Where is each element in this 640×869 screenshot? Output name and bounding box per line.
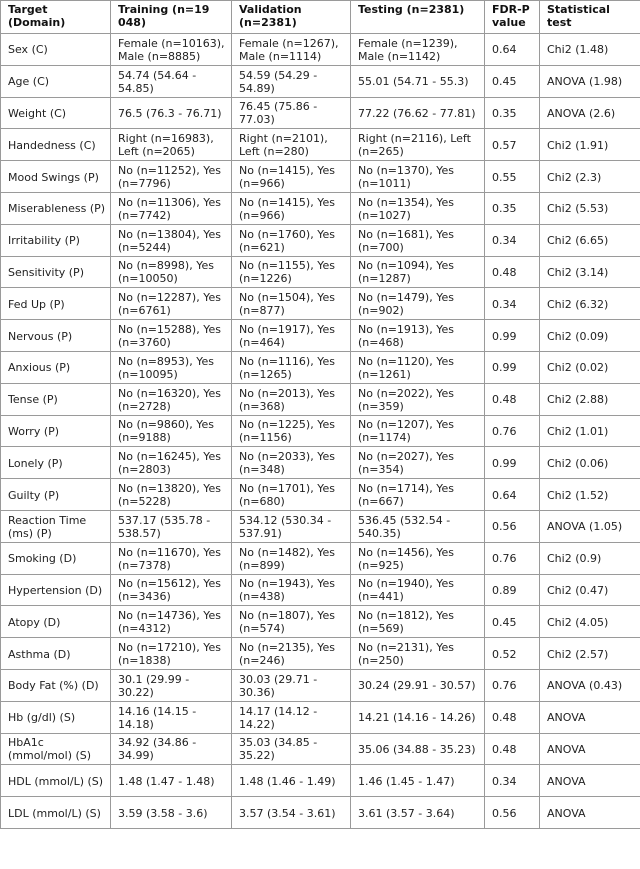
table-row	[1, 351, 640, 383]
cell-statistical-test: Chi2 (2.3)	[540, 161, 640, 193]
cell-target: LDL (mmol/L) (S)	[1, 797, 111, 829]
cell-fdr-p-value: 0.76	[485, 542, 540, 574]
cell-fdr-p-value: 0.34	[485, 288, 540, 320]
cell-fdr-p-value: 0.35	[485, 97, 540, 129]
cell-fdr-p-value: 0.76	[485, 415, 540, 447]
cell-target: HDL (mmol/L) (S)	[1, 765, 111, 797]
cell-statistical-test: Chi2 (2.88)	[540, 383, 640, 415]
table-row	[1, 288, 640, 320]
table-row	[1, 34, 640, 66]
header-target: Target (Domain)	[1, 1, 111, 34]
cell-training: 14.16 (14.15 - 14.18)	[111, 701, 232, 733]
table-row	[1, 701, 640, 733]
cell-statistical-test: ANOVA (1.05)	[540, 510, 640, 542]
header-statistical-test: Statistical test	[540, 1, 640, 34]
cell-training: No (n=11306), Yes (n=7742)	[111, 192, 232, 224]
cell-fdr-p-value: 0.99	[485, 447, 540, 479]
cell-testing: No (n=1456), Yes (n=925)	[351, 542, 485, 574]
cell-training: Right (n=16983), Left (n=2065)	[111, 129, 232, 161]
cell-validation: No (n=1504), Yes (n=877)	[232, 288, 351, 320]
cell-validation: 76.45 (75.86 - 77.03)	[232, 97, 351, 129]
table-header	[1, 1, 640, 34]
cell-fdr-p-value: 0.48	[485, 701, 540, 733]
cell-target: Hb (g/dl) (S)	[1, 701, 111, 733]
cell-testing: Female (n=1239), Male (n=1142)	[351, 34, 485, 66]
cell-target: Smoking (D)	[1, 542, 111, 574]
cell-testing: 1.46 (1.45 - 1.47)	[351, 765, 485, 797]
cell-fdr-p-value: 0.89	[485, 574, 540, 606]
cell-fdr-p-value: 0.99	[485, 320, 540, 352]
cell-statistical-test: Chi2 (0.9)	[540, 542, 640, 574]
table-body	[1, 34, 640, 829]
cell-target: Irritability (P)	[1, 224, 111, 256]
cell-validation: No (n=2135), Yes (n=246)	[232, 638, 351, 670]
cell-fdr-p-value: 0.64	[485, 34, 540, 66]
cell-statistical-test: Chi2 (1.52)	[540, 479, 640, 511]
header-validation: Validation (n=2381)	[232, 1, 351, 34]
cell-target: Lonely (P)	[1, 447, 111, 479]
cell-target: Guilty (P)	[1, 479, 111, 511]
cell-statistical-test: Chi2 (6.32)	[540, 288, 640, 320]
cell-testing: No (n=1913), Yes (n=468)	[351, 320, 485, 352]
cell-fdr-p-value: 0.56	[485, 797, 540, 829]
cell-validation: No (n=1917), Yes (n=464)	[232, 320, 351, 352]
table-row	[1, 383, 640, 415]
cell-testing: 55.01 (54.71 - 55.3)	[351, 65, 485, 97]
cell-target: Age (C)	[1, 65, 111, 97]
cell-validation: 35.03 (34.85 - 35.22)	[232, 733, 351, 765]
cell-target: Handedness (C)	[1, 129, 111, 161]
cell-validation: No (n=1225), Yes (n=1156)	[232, 415, 351, 447]
cell-target: Sensitivity (P)	[1, 256, 111, 288]
header-row	[1, 1, 640, 34]
header-testing: Testing (n=2381)	[351, 1, 485, 34]
table-row	[1, 224, 640, 256]
table-row	[1, 733, 640, 765]
cell-target: Hypertension (D)	[1, 574, 111, 606]
cell-validation: 534.12 (530.34 - 537.91)	[232, 510, 351, 542]
cell-statistical-test: ANOVA	[540, 733, 640, 765]
cell-training: No (n=16320), Yes (n=2728)	[111, 383, 232, 415]
cell-training: No (n=11670), Yes (n=7378)	[111, 542, 232, 574]
header-training: Training (n=19 048)	[111, 1, 232, 34]
cell-testing: No (n=1354), Yes (n=1027)	[351, 192, 485, 224]
table-row	[1, 510, 640, 542]
cell-training: 1.48 (1.47 - 1.48)	[111, 765, 232, 797]
cell-training: 30.1 (29.99 - 30.22)	[111, 669, 232, 701]
cell-statistical-test: ANOVA	[540, 765, 640, 797]
cell-target: Miserableness (P)	[1, 192, 111, 224]
table-row	[1, 574, 640, 606]
cell-testing: 3.61 (3.57 - 3.64)	[351, 797, 485, 829]
cell-target: Worry (P)	[1, 415, 111, 447]
table-row	[1, 65, 640, 97]
cell-testing: 77.22 (76.62 - 77.81)	[351, 97, 485, 129]
cell-testing: 14.21 (14.16 - 14.26)	[351, 701, 485, 733]
cell-validation: No (n=1155), Yes (n=1226)	[232, 256, 351, 288]
cell-statistical-test: Chi2 (1.48)	[540, 34, 640, 66]
cell-training: No (n=8953), Yes (n=10095)	[111, 351, 232, 383]
table-row	[1, 638, 640, 670]
cell-training: No (n=16245), Yes (n=2803)	[111, 447, 232, 479]
cell-validation: No (n=1415), Yes (n=966)	[232, 192, 351, 224]
cell-training: No (n=15612), Yes (n=3436)	[111, 574, 232, 606]
cell-statistical-test: Chi2 (4.05)	[540, 606, 640, 638]
cell-validation: No (n=1943), Yes (n=438)	[232, 574, 351, 606]
cell-target: HbA1c (mmol/mol) (S)	[1, 733, 111, 765]
table-row	[1, 542, 640, 574]
cell-validation: No (n=2013), Yes (n=368)	[232, 383, 351, 415]
cell-validation: 1.48 (1.46 - 1.49)	[232, 765, 351, 797]
cell-testing: No (n=1479), Yes (n=902)	[351, 288, 485, 320]
cell-testing: No (n=1681), Yes (n=700)	[351, 224, 485, 256]
cell-statistical-test: Chi2 (6.65)	[540, 224, 640, 256]
table-row	[1, 479, 640, 511]
cell-fdr-p-value: 0.35	[485, 192, 540, 224]
table-row	[1, 129, 640, 161]
table-row	[1, 797, 640, 829]
cell-statistical-test: Chi2 (2.57)	[540, 638, 640, 670]
cell-statistical-test: Chi2 (0.47)	[540, 574, 640, 606]
cell-training: No (n=9860), Yes (n=9188)	[111, 415, 232, 447]
cell-testing: No (n=1812), Yes (n=569)	[351, 606, 485, 638]
table-row	[1, 447, 640, 479]
cell-statistical-test: ANOVA (1.98)	[540, 65, 640, 97]
table-row	[1, 192, 640, 224]
cell-statistical-test: Chi2 (3.14)	[540, 256, 640, 288]
cell-training: No (n=17210), Yes (n=1838)	[111, 638, 232, 670]
cell-target: Fed Up (P)	[1, 288, 111, 320]
cell-testing: 30.24 (29.91 - 30.57)	[351, 669, 485, 701]
cell-statistical-test: Chi2 (0.02)	[540, 351, 640, 383]
cell-testing: No (n=1940), Yes (n=441)	[351, 574, 485, 606]
cell-fdr-p-value: 0.55	[485, 161, 540, 193]
table-row	[1, 765, 640, 797]
cell-validation: Female (n=1267), Male (n=1114)	[232, 34, 351, 66]
cell-testing: No (n=2022), Yes (n=359)	[351, 383, 485, 415]
cell-statistical-test: Chi2 (1.91)	[540, 129, 640, 161]
cell-statistical-test: Chi2 (0.09)	[540, 320, 640, 352]
cell-validation: No (n=1116), Yes (n=1265)	[232, 351, 351, 383]
cell-statistical-test: ANOVA	[540, 701, 640, 733]
cell-training: 34.92 (34.86 - 34.99)	[111, 733, 232, 765]
cell-validation: 3.57 (3.54 - 3.61)	[232, 797, 351, 829]
table-row	[1, 161, 640, 193]
header-fdr-p-value: FDR-P value	[485, 1, 540, 34]
cell-target: Anxious (P)	[1, 351, 111, 383]
cell-validation: No (n=2033), Yes (n=348)	[232, 447, 351, 479]
table-row	[1, 97, 640, 129]
cell-testing: Right (n=2116), Left (n=265)	[351, 129, 485, 161]
cell-training: No (n=12287), Yes (n=6761)	[111, 288, 232, 320]
cell-validation: No (n=1415), Yes (n=966)	[232, 161, 351, 193]
cell-fdr-p-value: 0.99	[485, 351, 540, 383]
cell-fdr-p-value: 0.48	[485, 383, 540, 415]
cell-fdr-p-value: 0.34	[485, 765, 540, 797]
table-row	[1, 606, 640, 638]
cell-training: 3.59 (3.58 - 3.6)	[111, 797, 232, 829]
cell-testing: 536.45 (532.54 - 540.35)	[351, 510, 485, 542]
cell-testing: No (n=2131), Yes (n=250)	[351, 638, 485, 670]
cell-validation: 30.03 (29.71 - 30.36)	[232, 669, 351, 701]
cell-fdr-p-value: 0.64	[485, 479, 540, 511]
cell-training: No (n=14736), Yes (n=4312)	[111, 606, 232, 638]
cell-training: No (n=15288), Yes (n=3760)	[111, 320, 232, 352]
cell-target: Reaction Time (ms) (P)	[1, 510, 111, 542]
cell-statistical-test: ANOVA	[540, 797, 640, 829]
cell-training: 76.5 (76.3 - 76.71)	[111, 97, 232, 129]
cell-target: Asthma (D)	[1, 638, 111, 670]
cell-testing: 35.06 (34.88 - 35.23)	[351, 733, 485, 765]
cell-fdr-p-value: 0.45	[485, 606, 540, 638]
cell-target: Nervous (P)	[1, 320, 111, 352]
cell-target: Weight (C)	[1, 97, 111, 129]
cell-training: 537.17 (535.78 - 538.57)	[111, 510, 232, 542]
cell-fdr-p-value: 0.52	[485, 638, 540, 670]
cell-fdr-p-value: 0.45	[485, 65, 540, 97]
cell-training: No (n=13820), Yes (n=5228)	[111, 479, 232, 511]
cell-fdr-p-value: 0.48	[485, 256, 540, 288]
cell-fdr-p-value: 0.34	[485, 224, 540, 256]
cell-fdr-p-value: 0.48	[485, 733, 540, 765]
cell-fdr-p-value: 0.76	[485, 669, 540, 701]
cell-fdr-p-value: 0.56	[485, 510, 540, 542]
cell-testing: No (n=1714), Yes (n=667)	[351, 479, 485, 511]
cell-validation: No (n=1482), Yes (n=899)	[232, 542, 351, 574]
cell-training: No (n=13804), Yes (n=5244)	[111, 224, 232, 256]
cell-validation: No (n=1701), Yes (n=680)	[232, 479, 351, 511]
table-row	[1, 415, 640, 447]
cell-testing: No (n=2027), Yes (n=354)	[351, 447, 485, 479]
cell-statistical-test: Chi2 (5.53)	[540, 192, 640, 224]
cell-testing: No (n=1120), Yes (n=1261)	[351, 351, 485, 383]
cell-training: Female (n=10163), Male (n=8885)	[111, 34, 232, 66]
table-row	[1, 256, 640, 288]
cell-validation: 14.17 (14.12 - 14.22)	[232, 701, 351, 733]
cell-statistical-test: ANOVA (2.6)	[540, 97, 640, 129]
table-row	[1, 320, 640, 352]
cell-target: Sex (C)	[1, 34, 111, 66]
cell-validation: 54.59 (54.29 - 54.89)	[232, 65, 351, 97]
cell-testing: No (n=1094), Yes (n=1287)	[351, 256, 485, 288]
cell-fdr-p-value: 0.57	[485, 129, 540, 161]
cell-training: 54.74 (54.64 - 54.85)	[111, 65, 232, 97]
table-row	[1, 669, 640, 701]
cell-training: No (n=8998), Yes (n=10050)	[111, 256, 232, 288]
cell-target: Tense (P)	[1, 383, 111, 415]
cell-target: Mood Swings (P)	[1, 161, 111, 193]
cell-validation: Right (n=2101), Left (n=280)	[232, 129, 351, 161]
cell-validation: No (n=1760), Yes (n=621)	[232, 224, 351, 256]
cell-statistical-test: Chi2 (0.06)	[540, 447, 640, 479]
cell-target: Atopy (D)	[1, 606, 111, 638]
cell-training: No (n=11252), Yes (n=7796)	[111, 161, 232, 193]
cell-testing: No (n=1370), Yes (n=1011)	[351, 161, 485, 193]
cell-validation: No (n=1807), Yes (n=574)	[232, 606, 351, 638]
cell-target: Body Fat (%) (D)	[1, 669, 111, 701]
cell-testing: No (n=1207), Yes (n=1174)	[351, 415, 485, 447]
cell-statistical-test: Chi2 (1.01)	[540, 415, 640, 447]
cell-statistical-test: ANOVA (0.43)	[540, 669, 640, 701]
